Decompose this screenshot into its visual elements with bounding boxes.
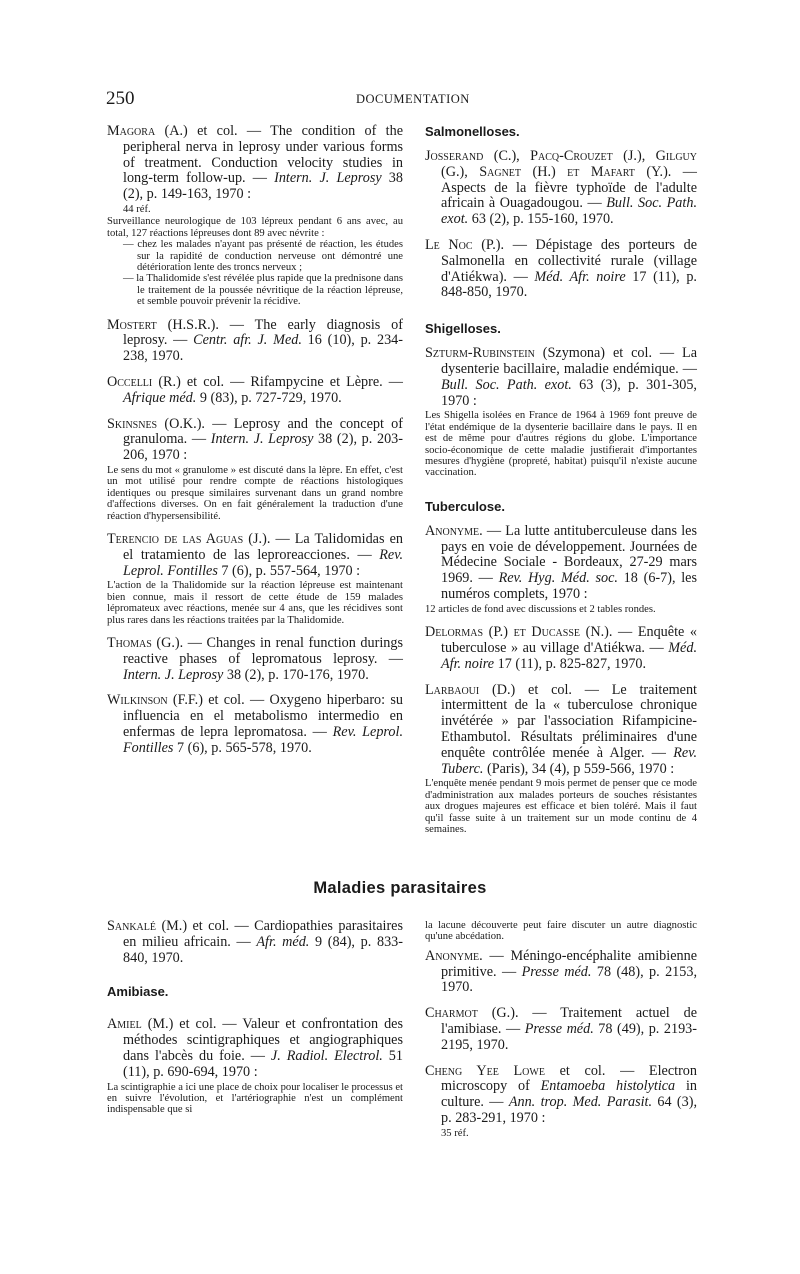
citation-author: Anonyme. bbox=[425, 522, 483, 539]
citation-title: (O.K.). — Leprosy and the concept of granuloma. — bbox=[123, 415, 403, 448]
citation-journal: J. Radiol. Electrol. bbox=[270, 1047, 383, 1064]
abstract: L'enquête menée pendant 9 mois permet de penser que ce mode d'administration aux malades porteurs de souches résistantes aux drogues majeures est efficace et bien toléré. Mais il faut qu'il fasse suite à un traitement sur un mode continu de 4 semaines. bbox=[425, 778, 697, 835]
citation-title: (A.) et col. — The condition of the peripheral nerva in leprosy under various forms of treatment. Conduction velocity studies in long-term follow-up. — bbox=[123, 123, 403, 187]
citation-author: Terencio de las Aguas bbox=[107, 531, 244, 548]
abstract-continuation: la lacune découverte peut faire discuter un autre diagnostic qu'une abcédation. bbox=[425, 920, 697, 943]
citation-journal: Presse méd. bbox=[521, 963, 592, 980]
citation bbox=[107, 375, 403, 407]
citation bbox=[425, 149, 697, 228]
citation-author: Amiel bbox=[107, 1016, 142, 1033]
citation bbox=[107, 919, 403, 966]
citation-title: — Aspects de la fièvre typhoïde de l'adulte africain à Ouagadougou. — bbox=[441, 163, 697, 212]
abstract bbox=[107, 216, 403, 307]
abstract: Les Shigella isolées en France de 1964 à 1969 font preuve de l'état endémique de la dysenterie bacillaire dans le pays. Il en est de même pour d'autres régions du globe. L'importance socio-économique de cette maladie justifierait d'importantes mesures d'hygiène (propreté, habitat) puisqu'il n'existe aucune vaccination. bbox=[425, 410, 697, 479]
citation bbox=[425, 1064, 697, 1127]
citation bbox=[107, 417, 403, 464]
citation-details: 78 (48), p. 2153, 1970. bbox=[441, 963, 698, 996]
citation-title: (D.) et col. — Le traitement intermittent de la « tuberculose chronique invétérée » par l'association Rifampicine-Ethambutol. Résultats préliminaires d'une enquête contrôlée menée à Alger. — bbox=[441, 681, 697, 761]
citation-title: (G.). — Traitement actuel de l'amibiase. — bbox=[441, 1005, 697, 1037]
citation bbox=[107, 693, 403, 756]
citation-journal: Afr. méd. bbox=[256, 933, 310, 950]
citation-author: Sankalé bbox=[107, 918, 156, 934]
citation-journal: Intern. J. Leprosy bbox=[274, 170, 382, 187]
citation bbox=[425, 524, 697, 603]
citation-journal: Afrique méd. bbox=[123, 389, 197, 406]
citation-title: (R.) et col. — Rifampycine et Lèpre. — bbox=[152, 374, 403, 391]
citation-details: 51 (11), p. 690-694, 1970 : bbox=[123, 1047, 403, 1080]
citation-entry bbox=[107, 375, 403, 407]
citation-title: (F.F.) et col. — Oxygeno hiperbaro: su influencia en el metabolismo intermedio en enfermas de lepra lepromatosa. — bbox=[123, 692, 403, 741]
section-heading: Shigelloses. bbox=[425, 321, 501, 337]
citation-author: Thomas bbox=[107, 635, 152, 652]
citation-entry bbox=[107, 1017, 403, 1115]
abstract bbox=[107, 204, 403, 215]
citation-entry bbox=[107, 636, 403, 683]
page-number: 250 bbox=[106, 88, 135, 109]
abstract: 12 articles de fond avec discussions et 2 tables rondes. bbox=[425, 603, 656, 615]
abstract-text: Surveillance neurologique de 103 lépreux pendant 6 ans avec, au total, 127 réactions lépreuses dont 89 avec névrite : bbox=[107, 216, 403, 239]
citation-journal: Rev. Tuberc. bbox=[441, 744, 697, 777]
citation bbox=[107, 532, 403, 579]
lower-left-column bbox=[107, 919, 403, 1126]
citation-journal: Rev. Hyg. Méd. soc. bbox=[498, 570, 618, 587]
citation-details: 18 (6-7), les numéros complets, 1970 : bbox=[441, 570, 697, 602]
citation-details: 7 (6), p. 557-564, 1970 : bbox=[217, 562, 361, 579]
citation-organism: Entamoeba histolytica bbox=[540, 1078, 676, 1095]
citation-journal: Rev. Leprol. Fontilles bbox=[123, 724, 403, 756]
citation-details: 17 (11), p. 848-850, 1970. bbox=[441, 268, 697, 301]
citation-title: (M.) et col. — Valeur et confrontation des méthodes scintigraphiques et angiographiques dans l'abcès du foie. — bbox=[123, 1016, 403, 1064]
citation bbox=[107, 1017, 403, 1080]
citation bbox=[425, 238, 697, 301]
section-heading: Salmonelloses. bbox=[425, 124, 520, 139]
citation-entry bbox=[107, 318, 403, 365]
citation bbox=[107, 124, 403, 203]
page-header bbox=[106, 88, 706, 112]
abstract-item: — chez les malades n'ayant pas présenté de réaction, les études sur la rapidité de conduction nerveuse ont démontré une détérioration lente des troncs nerveux ; bbox=[123, 239, 403, 274]
citation-entry bbox=[107, 124, 403, 308]
citation-title: — Enquête « tuberculose » au village d'Atiékwa. — bbox=[441, 624, 698, 656]
citation-entry bbox=[425, 149, 697, 228]
citation-details: 64 (3), p. 283-291, 1970 : bbox=[441, 1094, 698, 1126]
citation-journal: Méd. Afr. noire bbox=[534, 268, 626, 285]
citation-author: Anonyme. bbox=[425, 947, 483, 964]
citation-title: et col. — Electron microscopy of bbox=[441, 1062, 697, 1095]
citation-details: 63 (2), p. 155-160, 1970. bbox=[468, 211, 614, 228]
citation-journal: Méd. Afr. noire bbox=[441, 639, 697, 672]
citation bbox=[425, 683, 697, 778]
citation-author: Wilkinson bbox=[107, 692, 168, 709]
citation-entry bbox=[107, 417, 403, 522]
abstract: L'action de la Thalidomide sur la réaction lépreuse est maintenant bien connue, mais il ressort de cette étude de 159 malades lépromateux avec réactions, menée sur 4 ans, que les récidives sont plus rares dans les réactions traitées par la Thalidomide. bbox=[107, 580, 403, 626]
citation-entry bbox=[425, 238, 697, 301]
citation-author: Occelli bbox=[107, 374, 153, 391]
citation-author: Josserand (C.), Pacq-Crouzet (J.), Gilguy (G.), Sagnet (H.) et Mafart (Y.). bbox=[425, 148, 697, 180]
citation-details: 63 (3), p. 301-305, 1970 : bbox=[441, 376, 697, 409]
citation-journal: Ann. trop. Med. Parasit. bbox=[508, 1094, 653, 1111]
citation-entry bbox=[425, 683, 697, 836]
citation-details: 16 (10), p. 234-238, 1970. bbox=[123, 332, 404, 365]
citation-journal: Bull. Soc. Path. exot. bbox=[441, 195, 697, 228]
citation-journal: Bull. Soc. Path. exot. bbox=[441, 376, 572, 393]
citation-title: (J.). — La Talidomidas en el tratamiento de las leproreacciones. — bbox=[123, 531, 403, 563]
lower-right-column bbox=[425, 919, 697, 1149]
citation-journal: Intern. J. Leprosy bbox=[123, 666, 224, 683]
section-heading: Tuberculose. bbox=[425, 498, 505, 514]
citation bbox=[425, 625, 697, 672]
upper-left-column bbox=[107, 124, 403, 767]
citation-entry bbox=[425, 625, 697, 672]
citation-title: (P.). — Dépistage des porteurs de Salmonella en collectivité rurale (village d'Atiékwa). — bbox=[441, 236, 697, 285]
citation-title: — La lutte antituberculeuse dans les pays en voie de développement. Journées de Médecine Sociale - Bordeaux, 27-29 mars 1969. — bbox=[441, 522, 697, 587]
citation-journal: Rev. Leprol. Fontilles bbox=[123, 546, 403, 579]
citation-entry bbox=[425, 949, 697, 996]
citation-details: (Paris), 34 (4), p 559-566, 1970 : bbox=[483, 760, 675, 777]
citation-journal: Presse méd. bbox=[524, 1021, 594, 1037]
citation-author: Mostert bbox=[107, 316, 157, 333]
section-title: Maladies parasitaires bbox=[313, 879, 487, 897]
citation-title: — Méningo-encéphalite amibienne primitive. — bbox=[441, 947, 697, 980]
citation-entry bbox=[425, 1006, 697, 1053]
citation bbox=[107, 636, 403, 683]
citation-entry bbox=[107, 532, 403, 626]
citation-author: Le Noc bbox=[425, 236, 473, 253]
citation-details: 9 (83), p. 727-729, 1970. bbox=[196, 389, 342, 406]
citation-title: (G.). — Changes in renal function durings reactive phases of lepromatous leprosy. — bbox=[123, 635, 403, 667]
citation-entry bbox=[425, 1064, 697, 1140]
citation-title-cont: in culture. — bbox=[441, 1078, 697, 1111]
citation bbox=[425, 1006, 697, 1053]
citation-author: Larbaoui bbox=[425, 681, 480, 698]
citation-title: (M.) et col. — Cardiopathies parasitaires en milieu africain. — bbox=[123, 918, 403, 950]
citation-details: 17 (11), p. 825-827, 1970. bbox=[494, 655, 647, 672]
reference-count: 35 réf. bbox=[441, 1127, 469, 1139]
reference-count: 44 réf. bbox=[123, 203, 151, 215]
citation bbox=[425, 346, 697, 409]
subsection-heading: Amibiase. bbox=[107, 984, 169, 1000]
citation-details: 38 (2), p. 203-206, 1970 : bbox=[123, 431, 403, 464]
citation-author: Szturm-Rubinstein bbox=[425, 345, 535, 362]
upper-right-column bbox=[425, 124, 697, 845]
abstract-item: — la Thalidomide s'est révélée plus rapide que la prednisone dans le traitement de la poussée névritique de la réaction lépreuse, et semble pouvoir prévenir la récidive. bbox=[123, 273, 404, 308]
citation-entry bbox=[107, 693, 403, 756]
abstract: Le sens du mot « granulome » est discuté dans la lèpre. En effet, c'est un mot utilisé pour rendre compte de réactions histologiques identiques ou presque similaires survenant dans un grand nombre d'affections diverses. On en fait généralement la traduction d'une réaction d'hypersensibilité. bbox=[107, 465, 403, 522]
abstract bbox=[425, 1128, 697, 1139]
citation-entry bbox=[425, 524, 697, 615]
citation-journal: Centr. afr. J. Med. bbox=[193, 332, 302, 349]
citation-author: Cheng Yee Lowe bbox=[425, 1062, 545, 1079]
abstract: La scintigraphie a ici une place de choix pour localiser le processus et en suivre l'évolution, et l'artériographie n'est un complément indispensable que si bbox=[107, 1081, 403, 1116]
citation-author: Charmot bbox=[425, 1005, 478, 1022]
citation-author: Delormas (P.) et Ducasse (N.). bbox=[425, 624, 613, 641]
citation-author: Magora bbox=[107, 123, 156, 139]
citation bbox=[425, 949, 697, 996]
running-head: DOCUMENTATION bbox=[356, 92, 470, 106]
citation-details: 78 (49), p. 2193-2195, 1970. bbox=[441, 1021, 697, 1053]
citation-journal: Intern. J. Leprosy bbox=[210, 431, 314, 448]
citation-entry bbox=[425, 346, 697, 479]
citation-author: Skinsnes bbox=[107, 415, 158, 432]
citation bbox=[107, 318, 403, 365]
citation-details: 9 (84), p. 833-840, 1970. bbox=[123, 933, 403, 966]
citation-title: (H.S.R.). — The early diagnosis of leprosy. — bbox=[123, 316, 403, 349]
citation-details: 7 (6), p. 565-578, 1970. bbox=[173, 739, 312, 756]
citation-entry bbox=[107, 919, 403, 966]
citation-title: (Szymona) et col. — La dysenterie bacillaire, maladie endémique. — bbox=[441, 345, 697, 377]
citation-details: 38 (2), p. 149-163, 1970 : bbox=[123, 170, 403, 203]
citation-details: 38 (2), p. 170-176, 1970. bbox=[223, 666, 369, 683]
